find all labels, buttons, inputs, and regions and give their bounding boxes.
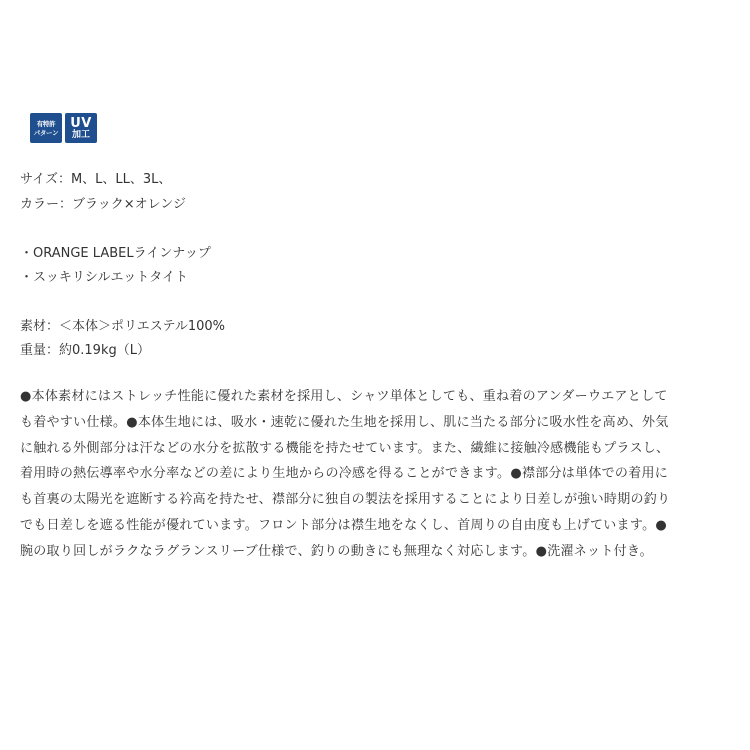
description-line: に触れる外側部分は汗などの水分を拡散する機能を持たせています。また、繊維に接触冷感機能もプラスし、	[20, 440, 670, 456]
description-line: 着用時の熱伝導率や水分率などの差により生地からの冷感を得ることができます。●襟部分は単体での着用に	[20, 466, 669, 482]
description-line: も着やすい仕様。●本体生地には、吸水・速乾に優れた生地を採用し、肌に当たる部分に吸水性を高め、外気	[20, 414, 669, 430]
description-line: ●本体素材にはストレッチ性能に優れた素材を採用し、シャツ単体としても、重ね着のアンダーウエアとして	[20, 389, 668, 404]
patent-pattern-badge-icon	[30, 113, 62, 143]
size-spec: サイズ：M、L、LL、3L、	[20, 172, 172, 187]
material-spec: 素材：＜本体＞ポリエステル100%	[20, 319, 225, 334]
color-spec: カラー：ブラック×オレンジ	[20, 197, 186, 212]
feature-silhouette: ・スッキリシルエットタイト	[20, 270, 189, 285]
uv-badge-line2: 加工	[71, 129, 90, 140]
weight-spec: 重量：約0.19kg（L）	[20, 343, 150, 358]
description-line: でも日差しを遮る性能が優れています。フロント部分は襟生地をなくし、首周りの自由度も上げています。●	[20, 517, 667, 533]
description-line: 腕の取り回しがラクなラグランスリーブ仕様で、釣りの動きにも無理なく対応します。●洗濯ネット付き。	[20, 543, 653, 559]
uv-processing-badge-icon	[65, 113, 97, 143]
uv-badge-line1: UV	[70, 115, 92, 131]
patent-badge-line2: パターン	[33, 128, 59, 137]
feature-badges	[30, 113, 97, 143]
feature-lineup: ・ORANGE LABELラインナップ	[20, 246, 211, 261]
product-description	[20, 384, 742, 565]
patent-badge-line1: 有特許	[36, 120, 56, 128]
description-line: も首裏の太陽光を遮断する衿高を持たせ、襟部分に独自の製法を採用することにより日差しが強い時期の釣り	[20, 492, 671, 508]
